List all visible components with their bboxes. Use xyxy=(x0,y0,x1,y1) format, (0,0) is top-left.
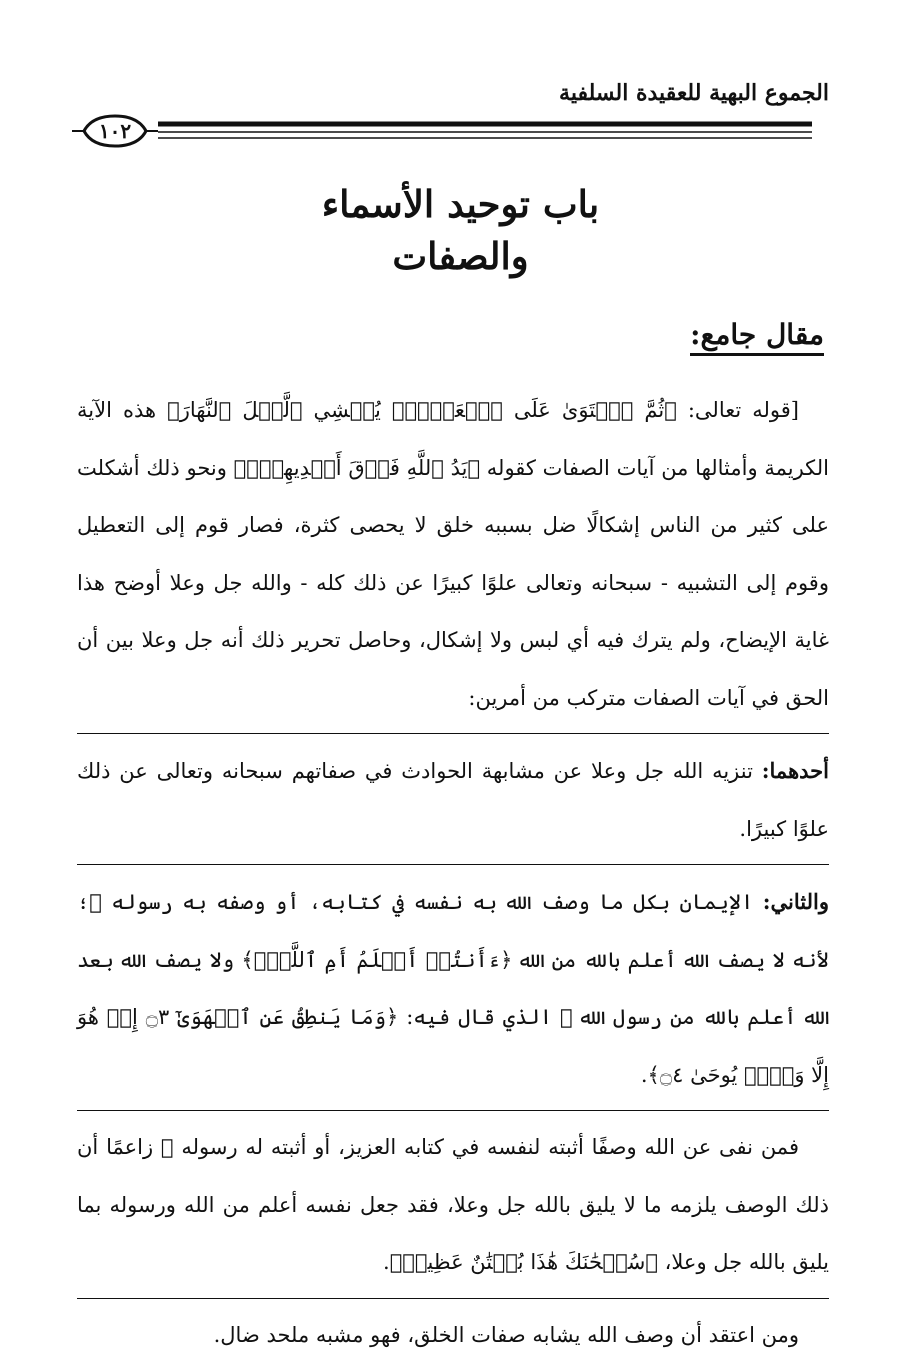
section-heading: مقال جامع: xyxy=(690,318,824,356)
chapter-title-line1: باب توحيد الأسماء xyxy=(321,182,600,226)
page-number: ١٠٢ xyxy=(98,119,132,143)
header-rule-ornament xyxy=(72,114,812,150)
header-rule xyxy=(72,114,812,150)
second-point-text: الإيمان بكل ما وصف الله به نفسه في كتابه، أو وصفه به رسوله ﷺ؛ لأنه لا يصف الله أعلم بالله من الله ﴿ءَأَنتُمۡ أَعۡلَمُ أَمِ ٱللَّهُۗ﴾ ولا يصف الله بعد الله أعلم بالله من رسول الله ﷺ الذي قال فيه: ﴿وَمَا يَنطِقُ عَنِ ٱلۡهَوَىٰٓ ۝٣ إِنۡ هُوَ إِلَّا وَحۡيٞ يُوحَىٰ ۝٤﴾. xyxy=(77,890,830,1087)
running-header-title: الجموع البهية للعقيدة السلفية xyxy=(559,80,829,106)
first-point-text: تنزيه الله جل وعلا عن مشابهة الحوادث في صفاتهم سبحانه وتعالى عن ذلك علوًا كبيرًا. xyxy=(77,759,829,841)
first-point-label: أحدهما: xyxy=(761,758,829,783)
paragraph-divider xyxy=(77,1298,829,1299)
paragraph-conclusion: ومن اعتقد أن وصف الله يشابه صفات الخلق، فهو مشبه ملحد ضال. xyxy=(213,1322,799,1347)
body-text xyxy=(77,382,829,1364)
second-point-label: والثاني: xyxy=(762,889,829,914)
paragraph-first-point xyxy=(77,742,829,858)
chapter-title xyxy=(0,178,921,282)
paragraph-second-point xyxy=(77,873,829,1104)
paragraph-divider xyxy=(77,1110,829,1111)
paragraph-negation: فمن نفى عن الله وصفًا أثبته لنفسه في كتابه العزيز، أو أثبته له رسوله ﷺ زاعمًا أن ذلك الوصف يلزمه ما لا يليق بالله جل وعلا، فقد جعل نفسه أعلم من الله ورسوله بما يليق بالله جل وعلا، ﴿سُبۡحَٰنَكَ هَٰذَا بُهۡتَٰنٌ عَظِيمٞ﴾. xyxy=(77,1135,829,1274)
chapter-title-line2: والصفات xyxy=(392,234,529,278)
paragraph-divider xyxy=(77,733,829,734)
paragraph-divider xyxy=(77,864,829,865)
paragraph-intro: [قوله تعالى: ﴿ثُمَّ ٱسۡتَوَىٰ عَلَى ٱلۡعَرۡشِۖ يُغۡشِي ٱلَّيۡلَ ٱلنَّهَارَ﴾ هذه الآية الكريمة وأمثالها من آيات الصفات كقوله ﴿يَدُ ٱللَّهِ فَوۡقَ أَيۡدِيهِمۡۚ﴾ ونحو ذلك أشكلت على كثير من الناس إشكالًا ضل بسببه خلق لا يحصى كثرة، فصار قوم إلى التعطيل وقوم إلى التشبيه - سبحانه وتعالى علوًا كبيرًا عن ذلك كله - والله جل وعلا أوضح هذا غاية الإيضاح، ولم يترك فيه أي لبس ولا إشكال، وحاصل تحرير ذلك أنه جل وعلا بين أن الحق في آيات الصفات متركب من أمرين: xyxy=(77,398,829,710)
